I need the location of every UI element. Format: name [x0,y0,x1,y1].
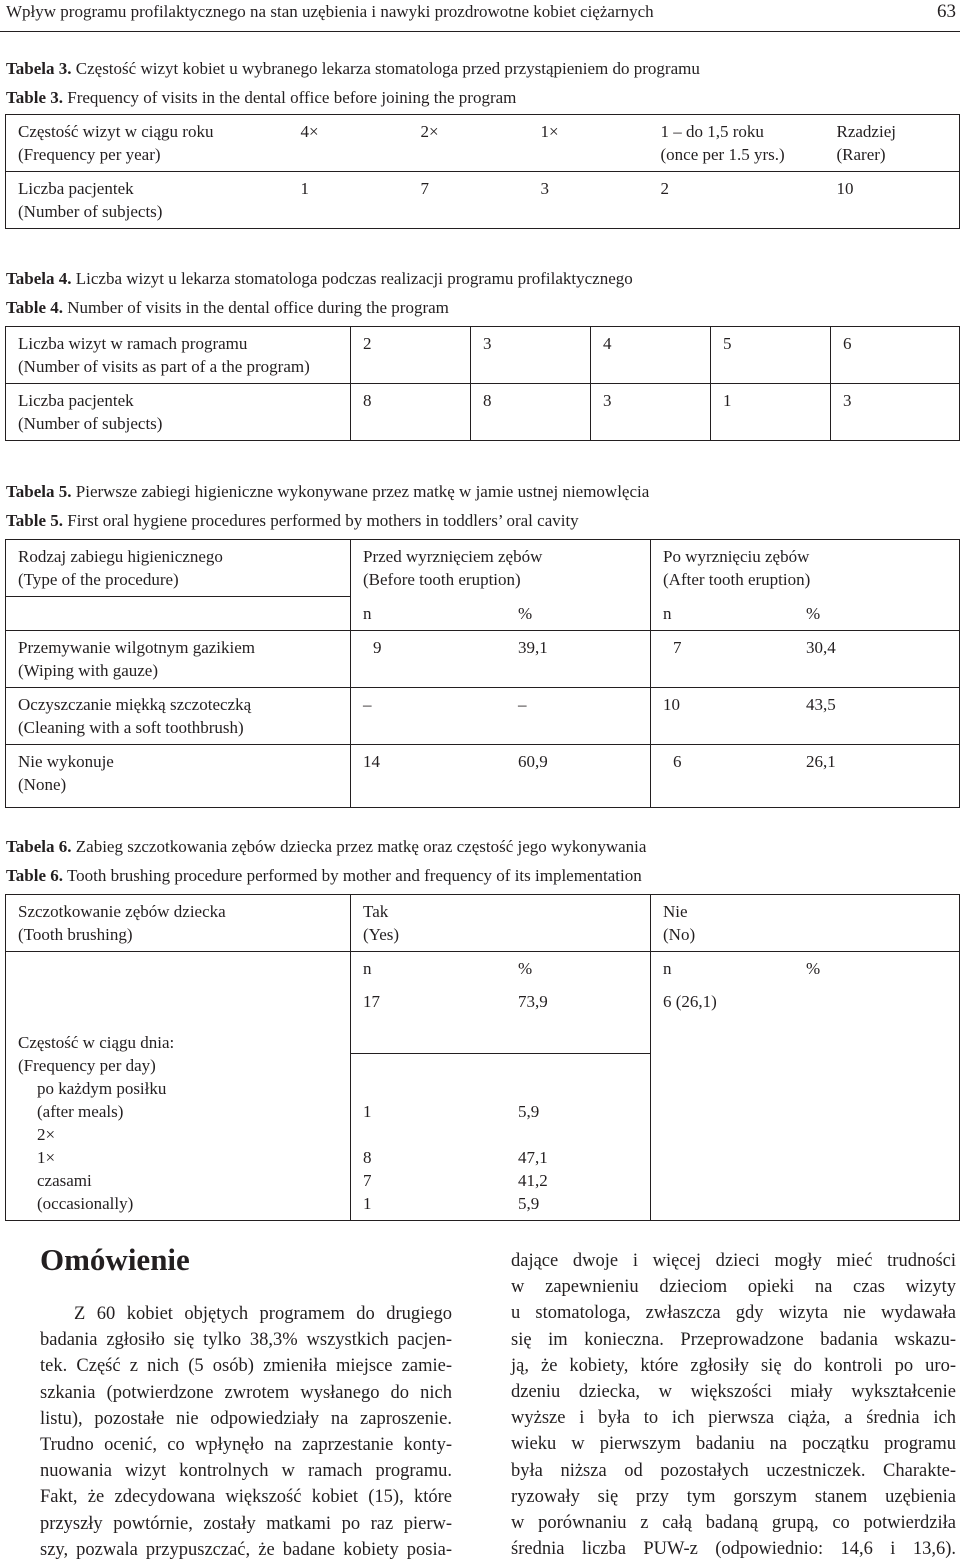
text-line: była niższa od pozostałych uczestniczek. Charakte- [511,1460,956,1481]
table-row [6,687,960,744]
table6-subhead-no [651,952,960,986]
discussion-left-column [6,1301,452,1563]
table5-head-after: Po wyrznięciu zębów (After tooth eruption) [651,540,960,597]
table3-label-pl: Tabela 3. [6,59,72,78]
table-cell: 4× [289,115,409,172]
table4-label-pl: Tabela 4. [6,269,72,288]
section-title-discussion: Omówienie [40,1242,190,1277]
subhead-n: n [363,959,372,978]
subhead-n: n [363,603,372,623]
text-line: przyszły powtórnie, zostały matkami po raz pierw- [40,1513,452,1534]
freq-pct: 47,1 [518,1148,548,1167]
table-cell [6,597,351,631]
subhead-n: n [663,959,672,978]
table5-subhead-after [651,597,960,631]
table5-caption-pl: Pierwsze zabiegi higieniczne wykonywane przez matkę w jamie ustnej niemowlęcia [71,482,650,501]
subhead-percent: % [806,959,821,978]
table-row [6,384,960,441]
table3-caption [6,57,956,115]
table-cell: 7 [409,172,529,229]
table3-row2-head: Liczba pacjentek (Number of subjects) [6,172,289,229]
discussion-paragraph [511,1248,956,1562]
text-line: nuowania wizyt kontrolnych w ramach programu. [40,1461,452,1482]
text-line: się im konieczna. Przeprowadzone badania wskazu- [511,1329,956,1350]
table-cell: 3 [529,172,649,229]
text-line: wyższe i była to ich pierwsza ciąża, a średnia ich [511,1408,956,1429]
table6-totals-yes: 17 73,9 [351,985,651,1054]
table5-label-pl: Tabela 5. [6,482,72,501]
table5-caption [6,480,956,538]
text-line: w porównaniu z całą badaną grupą, co potwierdziła [511,1513,956,1534]
table-cell: 5 [711,327,831,384]
subhead-percent: % [806,603,821,623]
freq-n: 1 [363,1102,372,1121]
freq-pct: 5,9 [518,1194,540,1213]
table-cell: 1 [289,172,409,229]
table-cell: 3 [471,327,591,384]
discussion-right-column [511,1248,956,1562]
text-line: Fakt, że zdecydowana większość kobiet (15), które [40,1487,452,1508]
table6-caption-pl: Zabieg szczotkowania zębów dziecka przez matkę oraz częstość jego wykonywania [71,837,647,856]
table6-frequency-labels: Częstość w ciągu dnia: (Frequency per day) po każdym posiłku (after meals) 2× 1× czasami (occasionally) [6,952,351,1221]
table4-caption-en: Number of visits in the dental office during the program [63,298,449,317]
table-row [6,115,960,172]
table4-caption-pl: Liczba wizyt u lekarza stomatologa podczas realizacji programu profilaktycznego [71,269,633,288]
table-row [6,744,960,807]
text-line: Z 60 kobiet objętych programem do drugiego [74,1304,452,1324]
table-cell: – – [351,687,651,744]
running-head-title: Wpływ programu profilaktycznego na stan uzębienia i nawyki prozdrowotne kobiet ciężarnych [6,2,654,21]
freq-n: 7 [363,1171,372,1190]
text-line: Trudno ocenić, co wpłynęło na zaprzestanie konty- [40,1435,452,1456]
table6-frequency-values [351,1054,651,1221]
freq-n: 8 [363,1148,372,1167]
table-cell: 1× [529,115,649,172]
table3-label-en: Table 3. [6,88,64,107]
table6-head-brushing: Szczotkowanie zębów dziecka (Tooth brushing) [6,895,351,952]
table5-head-before: Przed wyrznięciem zębów (Before tooth eruption) [351,540,651,597]
table4-row1-head: Liczba wizyt w ramach programu (Number of visits as part of a the program) [6,327,351,384]
table4-label-en: Table 4. [6,298,64,317]
table-row [6,327,960,384]
table5-row-label: Oczyszczanie miękką szczoteczką (Cleaning with a soft toothbrush) [6,687,351,744]
table-cell: Rzadziej (Rarer) [825,115,960,172]
table3-row1-head: Częstość wizyt w ciągu roku (Frequency per year) [6,115,289,172]
table-row [6,630,960,687]
table5-subhead-before [351,597,651,631]
text-line: szy, pozwala przypuszczać, że badane kobiety posia- [40,1539,452,1560]
text-line: listu), pozostałe nie odpowiedziały na zaproszenie. [40,1408,452,1429]
freq-n: 1 [363,1194,372,1213]
table6-head-no: Nie (No) [651,895,960,952]
running-head [6,0,956,28]
text-line: u stomatologa, zwłaszcza gdy wizyta nie wydawała [511,1303,956,1324]
table3 [5,114,960,229]
table-cell: 4 [591,327,711,384]
discussion-paragraph [6,1301,452,1563]
table-cell: 8 [471,384,591,441]
table6 [5,894,960,1221]
table-cell: 2 [649,172,825,229]
freq-pct: 41,2 [518,1171,548,1190]
freq-pct: 5,9 [518,1102,540,1121]
table-cell: 1 – do 1,5 roku (once per 1.5 yrs.) [649,115,825,172]
text-line: ją, że kobiety, które zgłosiły się do kontroli po uro- [511,1355,956,1376]
table6-head-yes: Tak (Yes) [351,895,651,952]
table4 [5,326,960,441]
table-cell: 9 39,1 [351,630,651,687]
text-line: dzeniu dziecka, w większości miały wykształcenie [511,1382,956,1403]
table5 [5,539,960,808]
table6-label-pl: Tabela 6. [6,837,72,856]
text-line: wieku w pierwszym badaniu na początku programu [511,1434,956,1455]
table5-row-label: Nie wykonuje (None) [6,744,351,807]
table-cell: 2 [351,327,471,384]
page-number: 63 [937,1,956,22]
text-line: dające dwoje i więcej dzieci mogły mieć trudności [511,1251,956,1271]
table-row [6,597,960,631]
header-rule [0,31,960,32]
table-cell: 6 26,1 [651,744,960,807]
text-line: średnia liczba PUW-z (odpowiednio: 14,6 i 13,6). [511,1539,956,1560]
subhead-percent: % [518,959,533,978]
table-cell: 7 30,4 [651,630,960,687]
table6-caption [6,835,956,893]
table-row [6,540,960,597]
table6-label-en: Table 6. [6,866,64,885]
table5-head-type: Rodzaj zabiegu higienicznego (Type of the procedure) [6,540,351,597]
text-line: szkania (potwierdzone zwrotem wysłanego do nich [40,1382,452,1403]
text-line: tek. Część z nich (5 osób) zmieniła miejsce zamie- [40,1356,452,1377]
table4-row2-head: Liczba pacjentek (Number of subjects) [6,384,351,441]
table6-totals-no: 6 (26,1) [651,985,960,1221]
table-cell: 1 [711,384,831,441]
table-row [6,895,960,952]
table5-label-en: Table 5. [6,511,64,530]
text-line: badania zgłosiło się tylko 38,3% wszystkich pacjen- [40,1330,452,1351]
table-cell: 2× [409,115,529,172]
table-cell: 14 60,9 [351,744,651,807]
table-cell: 10 [825,172,960,229]
table-cell: 6 [831,327,960,384]
table-row [6,172,960,229]
table-cell: 3 [831,384,960,441]
table5-row-label: Przemywanie wilgotnym gazikiem (Wiping with gauze) [6,630,351,687]
table-cell: 10 43,5 [651,687,960,744]
table3-caption-pl: Częstość wizyt kobiet u wybranego lekarza stomatologa przed przystąpieniem do programu [71,59,700,78]
table4-caption [6,267,956,325]
subhead-percent: % [518,603,533,623]
table5-caption-en: First oral hygiene procedures performed by mothers in toddlers’ oral cavity [63,511,579,530]
table6-caption-en: Tooth brushing procedure performed by mother and frequency of its implementation [63,866,642,885]
text-line: ryzowały się przy tym gorszym stanem uzębienia [511,1486,956,1507]
subhead-n: n [663,603,672,623]
table-cell: 3 [591,384,711,441]
table3-caption-en: Frequency of visits in the dental office before joining the program [63,88,517,107]
text-line: w zapewnieniu dzieciom opieki na czas wizyty [511,1277,956,1298]
table-cell: 8 [351,384,471,441]
table-row [6,952,960,986]
table6-subhead-yes [351,952,651,986]
